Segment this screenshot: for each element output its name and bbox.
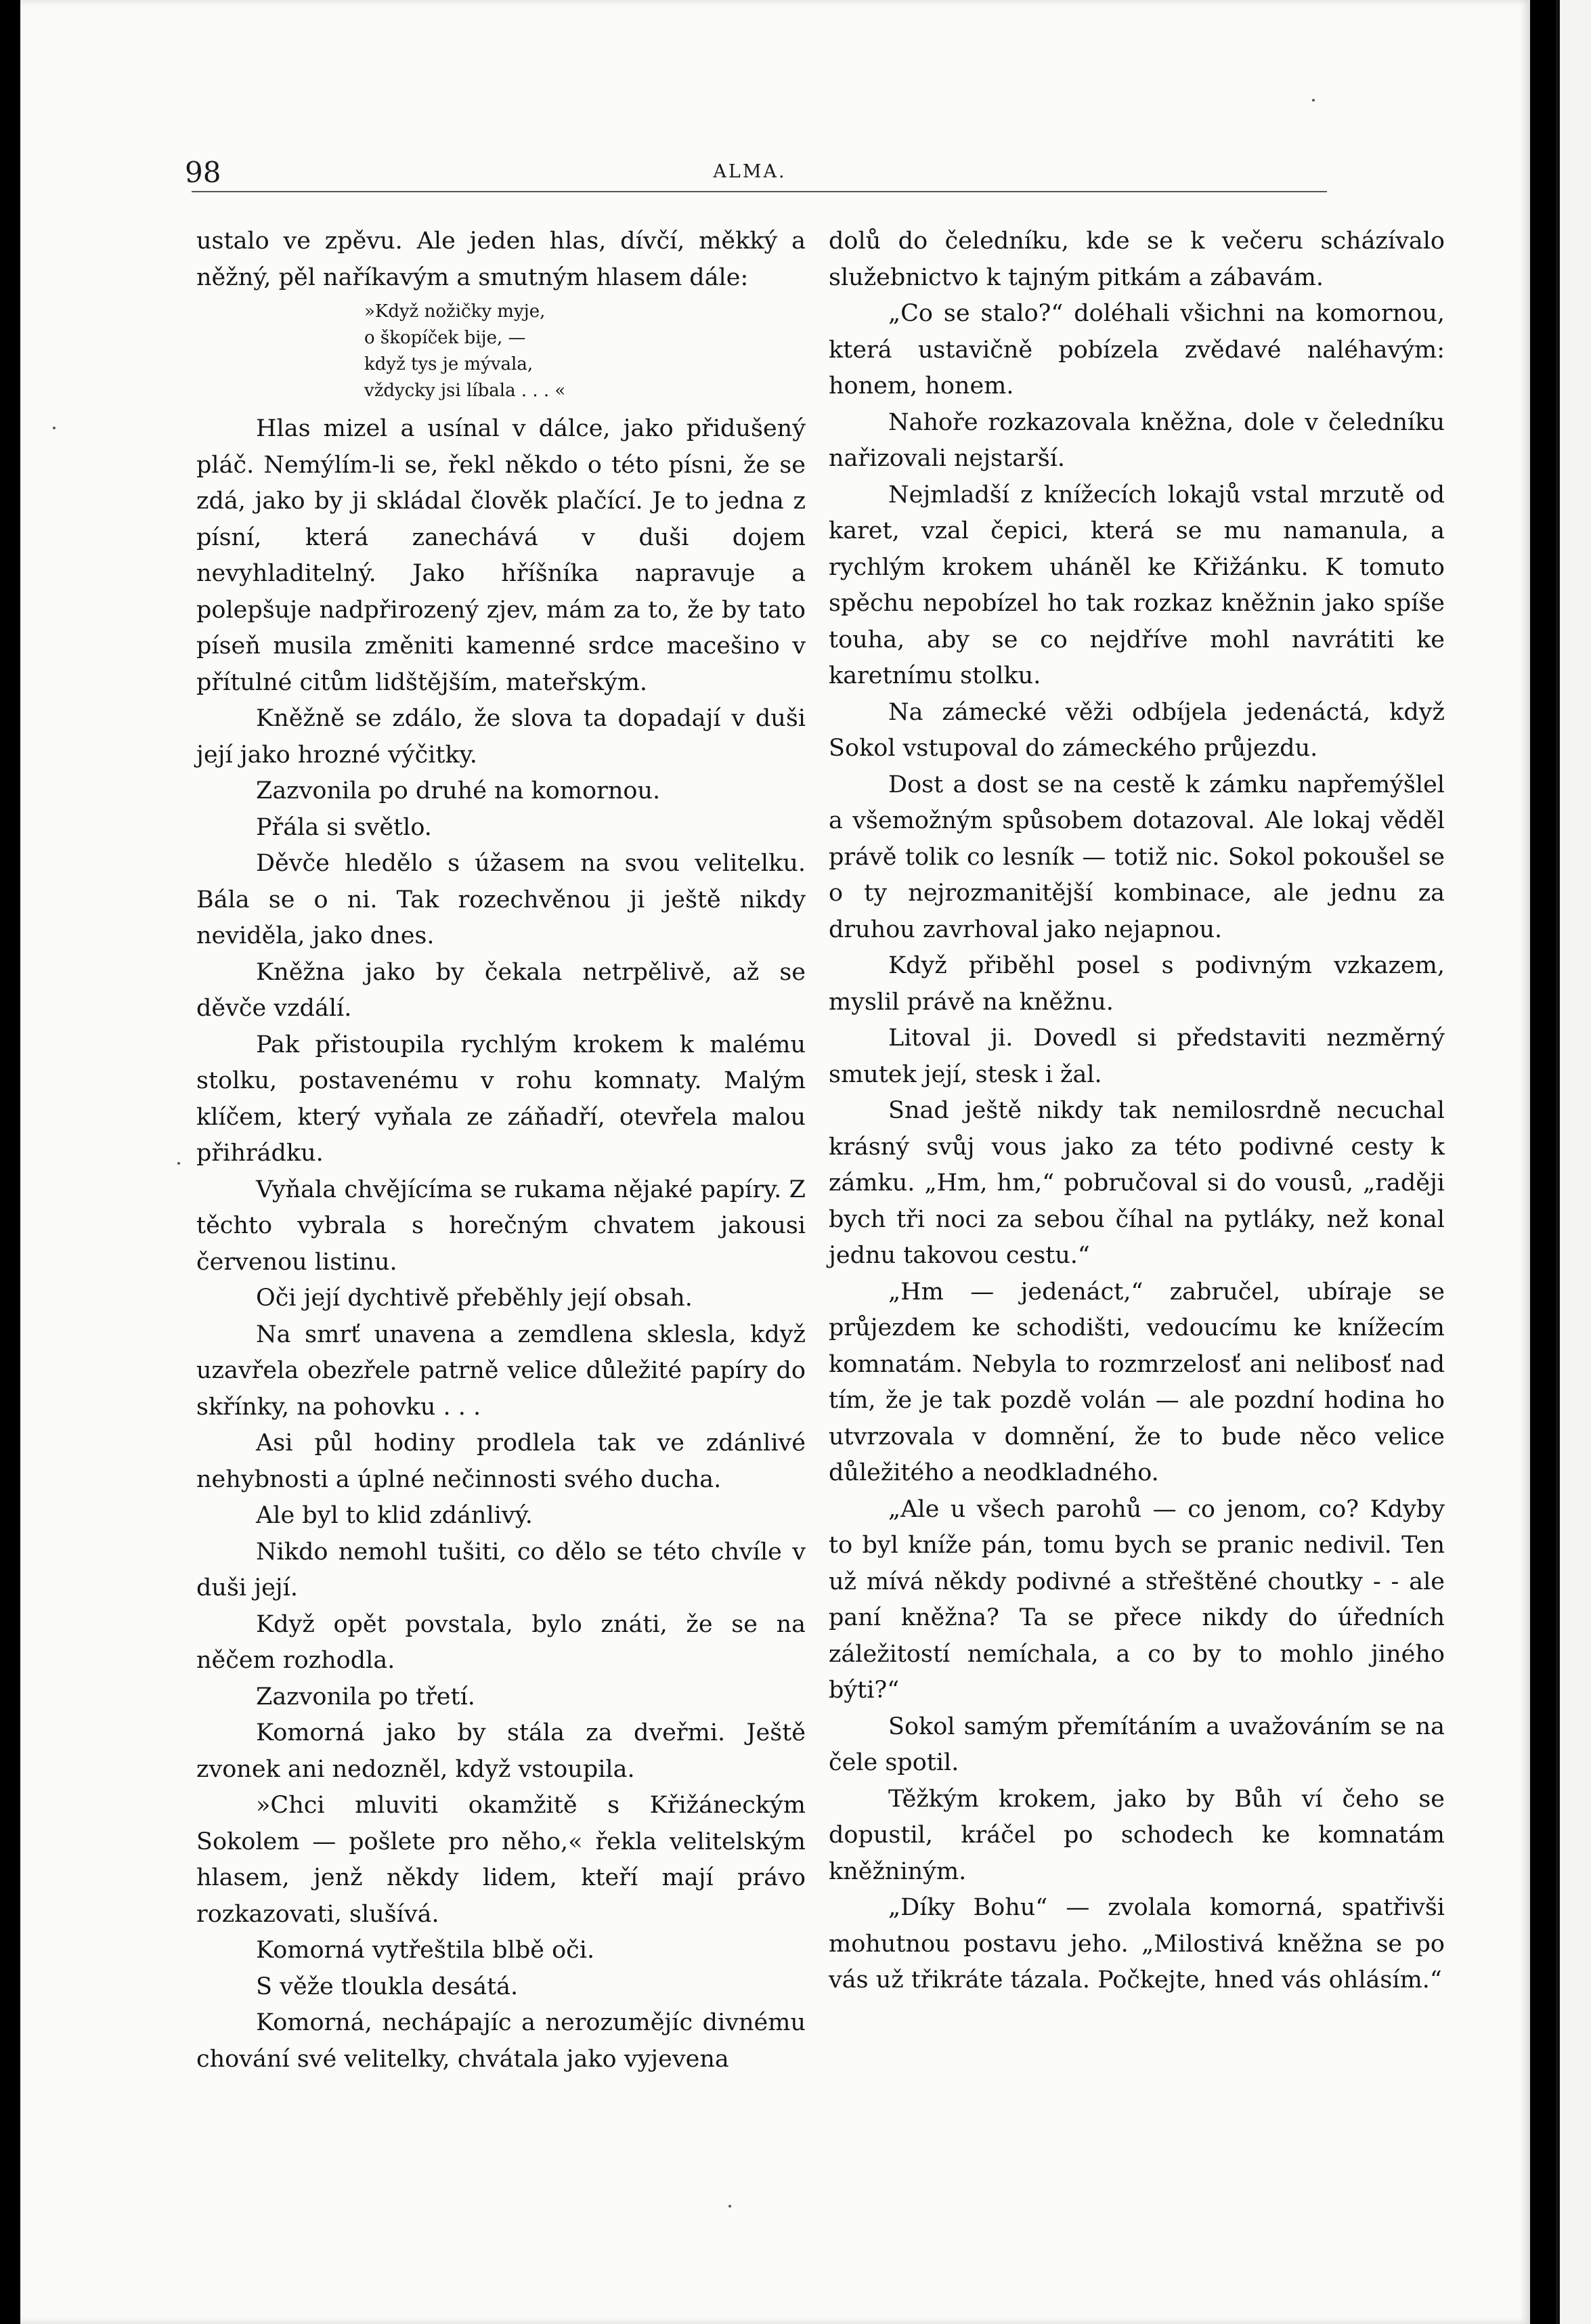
paragraph: Dost a dost se na cestě k zámku napřemýšlel a všemožným spůsobem dotazoval. Ale lokaj věděl právě tolik co lesník — totiž nic. Sokol pokoušel se o ty nejrozmanitější kombinace, ale jednu za druhou zavrhoval jako nejapnou. [829,771,1445,943]
page-header [166,156,1334,188]
verse-line: když tys je mývala, [364,354,533,374]
paragraph: Když opět povstala, bylo znáti, že se na něčem rozhodla. [196,1610,806,1674]
paragraph: Na zámecké věži odbíjela jedenáctá, když Sokol vstupoval do zámeckého průjezdu. [829,698,1445,762]
paragraph: „Hm — jedenáct,“ zabručel, ubíraje se průjezdem ke schodišti, vedoucímu ke knížecím komnatám. Nebyla to rozmrzelosť ani nelibosť nad tím, že je tak pozdě volán — ale pozdní hodina ho utvrzovala v domnění, že to bude něco velice důležitého a neodkladného. [829,1278,1445,1486]
paragraph: Zazvonila po třetí. [256,1683,475,1710]
paragraph: Komorná jako by stála za dveřmi. Ještě zvonek ani nedozněl, když vstoupila. [196,1719,806,1783]
paragraph: Sokol samým přemítáním a uvažováním se na čele spotil. [829,1713,1445,1776]
paragraph: Děvče hledělo s úžasem na svou velitelku. Bála se o ni. Tak rozechvěnou ji ještě nikdy neviděla, jako dnes. [196,850,806,949]
paragraph: ustalo ve zpěvu. Ale jeden hlas, dívčí, měkký a něžný, pěl naříkavým a smutným hlasem dále: [196,228,806,291]
verse-block [364,299,806,404]
paragraph: Ale byl to klid zdánlivý. [256,1502,533,1529]
paragraph: Nikdo nemohl tušiti, co dělo se této chvíle v duši její. [196,1538,806,1601]
paragraph: Přála si světlo. [256,813,432,841]
verse-line: vždycky jsi líbala . . . « [364,381,566,401]
verse-line: »Když nožičky myje, [364,301,546,322]
paragraph: Asi půl hodiny prodlela tak ve zdánlivé nehybnosti a úplné nečinnosti svého ducha. [196,1429,806,1493]
paragraph: Snad ještě nikdy tak nemilosrdně necuchal krásný svůj vous jako za této podivné cesty k zámku. „Hm, hm,“ pobručoval si do vousů, „raději bych tři noci za sebou číhal na pytláky, než konal jednu takovou cestu.“ [829,1097,1445,1269]
paragraph: Těžkým krokem, jako by Bůh ví čeho se dopustil, kráčel po schodech ke komnatám kněžniným. [829,1785,1445,1885]
adjacent-page-edge [1556,0,1591,2324]
paragraph: „Díky Bohu“ — zvolala komorná, spatřivši mohutnou postavu jeho. „Milostivá kněžna se po vás už třikráte tázala. Počkejte, hned vás ohlásím.“ [829,1894,1445,1994]
paragraph: Kněžna jako by čekala netrpělivě, až se děvče vzdálí. [196,958,806,1022]
scan-speck [1312,99,1315,102]
paragraph: Komorná, nechápajíc a nerozumějíc divnému chování své velitelky, chvátala jako vyjevena [196,2009,806,2073]
paragraph: Komorná vytřeštila blbě oči. [256,1937,595,1964]
paragraph: S věže tloukla desátá. [256,1973,519,2000]
header-rule [192,191,1327,192]
paragraph: Nahoře rozkazovala kněžna, dole v čeledníku nařizovali nejstarší. [829,408,1445,472]
left-column [196,223,806,2078]
paragraph: Litoval ji. Dovedl si představiti nezměrný smutek její, stesk i žal. [829,1025,1445,1088]
scan-speck [177,1162,180,1165]
paragraph: „Ale u všech parohů — co jenom, co? Kdyby to byl kníže pán, tomu bych se pranic nedivil. Ten už mívá někdy podivné a střeštěné choutky - - ale paní kněžna? Ta se přece nikdy do úředních záležitostí nemíchala, a co by to mohlo jiného býti?“ [829,1495,1445,1704]
paragraph: Vyňala chvějícíma se rukama nějaké papíry. Z těchto vybrala s horečným chvatem jakousi červenou listinu. [196,1176,806,1276]
scan-speck [728,2205,731,2208]
paragraph: Kněžně se zdálo, že slova ta dopadají v duši její jako hrozné výčitky. [196,705,806,769]
paragraph: Hlas mizel a usínal v dálce, jako přidušený pláč. Nemýlím-li se, řekl někdo o této písni, že se zdá, jako by ji skládal člověk plačící. Je to jedna z písní, která zanechává v duši dojem nevyhladitelný. Jako hříšníka napravuje a polepšuje nadpřirozený zjev, mám za to, že by tato píseň musila změniti kamenné srdce macešino v přítulné citům lidštějším, mateřským. [196,415,806,696]
scan-speck [53,427,56,429]
paragraph: Zazvonila po druhé na komornou. [256,777,661,804]
right-column [829,223,1445,1999]
paragraph: Nejmladší z knížecích lokajů vstal mrzutě od karet, vzal čepici, která se mu namanula, a rychlým krokem uháněl ke Křižánku. K tomuto spěchu nepobízel ho tak rozkaz kněžnin jako spíše touha, aby se co nejdříve mohl navrátiti ke karetnímu stolku. [829,481,1445,689]
paragraph: Pak přistoupila rychlým krokem k malému stolku, postavenému v rohu komnaty. Malým klíčem, který vyňala ze záňadří, otevřela malou přihrádku. [196,1031,806,1167]
page-number: 98 [185,156,221,189]
verse-line: o škopíček bije, — [364,328,526,348]
running-title: ALMA. [713,161,787,182]
paragraph: Když přiběhl posel s podivným vzkazem, myslil právě na kněžnu. [829,952,1445,1016]
paragraph: dolů do čeledníku, kde se k večeru scházívalo služebnictvo k tajným pitkám a zábavám. [829,228,1445,291]
paragraph: „Co se stalo?“ doléhali všichni na komornou, která ustavičně pobízela zvědavé naléhavým: honem, honem. [829,300,1445,400]
paragraph: »Chci mluviti okamžitě s Křižáneckým Sokolem — pošlete pro něho,« řekla velitelským hlasem, jenž někdy lidem, kteří mají právo rozkazovati, slušívá. [196,1792,806,1928]
paragraph: Oči její dychtivě přeběhly její obsah. [256,1285,693,1312]
paragraph: Na smrť unavena a zemdlena sklesla, když uzavřela obezřele patrně velice důležité papíry do skřínky, na pohovku . . . [196,1320,806,1421]
